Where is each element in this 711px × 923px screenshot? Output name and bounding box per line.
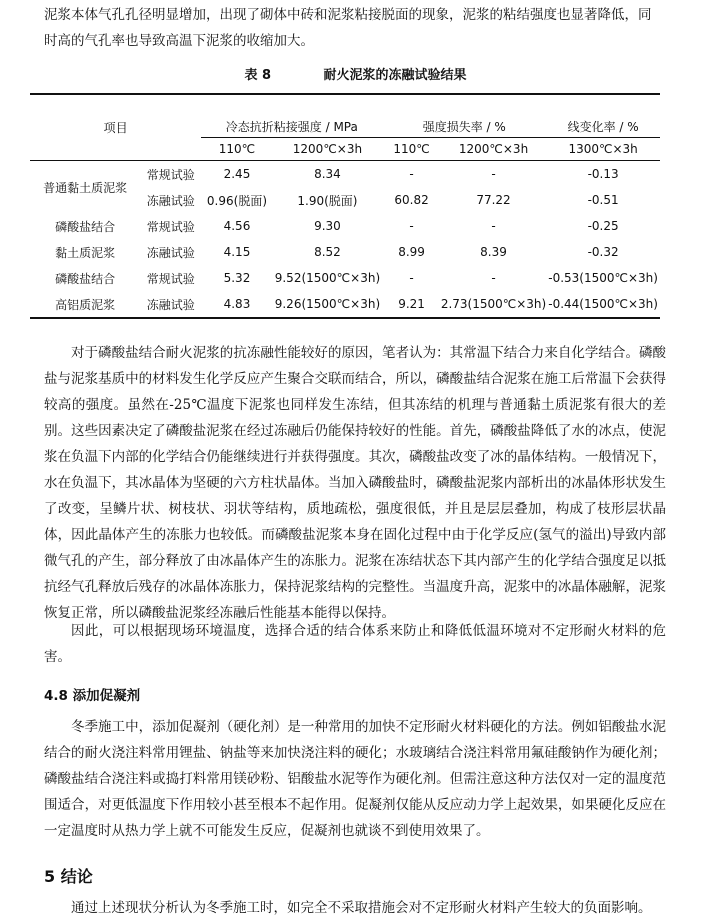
subheader-110-loss: 110℃ (393, 142, 430, 156)
body-paragraph: 对于磷酸盐结合耐火泥浆的抗冻融性能较好的原因，笔者认为：其常温下结合力来自化学结合。磷酸盐与泥浆基质中的材料发生化学反应产生聚合交联而结合，所以，磷酸盐结合泥浆在施工后常温下会获得较高的强度。虽然在-25℃温度下泥浆也同样发生冻结，但其冻结的机理与普通黏土质泥浆有很大的差别。这些因素决定了磷酸盐泥浆在经过冻融后仍能保持较好的性能。首先，磷酸盐降低了水的冰点，使泥浆在负温下内部的化学结合仍能继续进行并获得强度。其次，磷酸盐改变了冰的晶体结构。一般情况下，水在负温下，其冰晶体为坚硬的六方柱状晶体。当加入磷酸盐时，磷酸盐泥浆内部析出的冰晶体形状发生了改变，呈鳞片状、树枝状、羽状等结构，质地疏松，强度很低，并且是层层叠加，构成了枝形层状晶体，因此晶体产生的冻胀力也较低。而磷酸盐泥浆本身在固化过程中由于化学反应(氢气的溢出)导致内部微气孔的产生，部分释放了由冰晶体产生的冻胀力。泥浆在冻结状态下其内部产生的化学结合强度足以抵抗经气孔释放后残存的冰晶体冻胀力，保持泥浆结构的完整性。当温度升高，泥浆中的冰晶体融解，泥浆恢复正常，所以磷酸盐泥浆经冻融后性能基本能得以保持。 (44, 345, 666, 621)
material-cell: 磷酸盐结合 (55, 271, 116, 286)
subheader-1200-loss: 1200℃×3h (458, 142, 529, 156)
value-cell: - (491, 219, 496, 233)
material-cell: 黏土质泥浆 (55, 245, 116, 260)
value-cell: 4.83 (223, 297, 251, 311)
test-cell: 常规试验 (146, 219, 195, 234)
value-cell: 5.32 (223, 271, 251, 285)
table-title: 耐火泥浆的冻融试验结果 (323, 68, 467, 83)
value-cell: - (409, 219, 414, 233)
body-paragraph: 冬季施工中，添加促凝剂（硬化剂）是一种常用的加快不定形耐火材料硬化的方法。例如铝酸盐水泥结合的耐火浇注料常用锂盐、钠盐等来加快浇注料的硬化；水玻璃结合浇注料常用氟硅酸钠作为硬化剂；磷酸盐结合浇注料或捣打料常用镁砂粉、铝酸盐水泥等作为硬化剂。但需注意这种方法仅对一定的温度范围适合，对更低温度下作用较小甚至根本不起作用。促凝剂仅能从反应动力学上起效果，如果硬化反应在一定温度时从热力学上就不可能发生反应，促凝剂也就谈不到使用效果了。 (44, 719, 666, 839)
test-cell: 冻融试验 (146, 297, 195, 312)
value-cell: 8.99 (398, 245, 425, 259)
value-cell: - (409, 271, 414, 285)
value-cell: 60.82 (394, 193, 429, 207)
table-caption (0, 64, 711, 83)
value-cell: 4.15 (223, 245, 251, 259)
value-cell: 1.90(脱面) (297, 193, 358, 208)
header-strength: 冷态抗折粘接强度 / MPa (201, 94, 382, 138)
subheader-1200-strength: 1200℃×3h (292, 142, 363, 156)
test-cell: 常规试验 (146, 271, 195, 286)
value-cell: 9.26(1500℃×3h) (274, 297, 381, 311)
header-linear: 线变化率 / % (546, 94, 660, 138)
value-cell: 2.73(1500℃×3h) (440, 297, 547, 311)
value-cell: 8.39 (480, 245, 507, 259)
table-row (30, 291, 660, 318)
value-cell: -0.25 (587, 219, 619, 233)
subheader-1300-linear: 1300℃×3h (568, 142, 638, 156)
test-cell: 常规试验 (146, 167, 195, 182)
material-cell: 磷酸盐结合 (55, 219, 116, 234)
value-cell: 4.56 (223, 219, 251, 233)
value-cell: - (491, 271, 496, 285)
value-cell: -0.44(1500℃×3h) (548, 297, 658, 311)
body-paragraph: 因此，可以根据现场环境温度，选择合适的结合体系来防止和降低低温环境对不定形耐火材料的危害。 (44, 623, 666, 665)
table-row (30, 239, 660, 265)
value-cell: -0.13 (587, 167, 619, 181)
body-paragraph: 通过上述现状分析认为冬季施工时，如完全不采取措施会对不定形耐火材料产生较大的负面影响。 (71, 900, 652, 916)
value-cell: -0.51 (587, 193, 619, 207)
intro-paragraph (44, 2, 666, 54)
material-cell: 普通黏土质泥浆 (43, 180, 128, 195)
value-cell: 9.21 (398, 297, 425, 311)
value-cell: 8.34 (314, 167, 341, 181)
header-item: 项目 (30, 94, 201, 161)
table-row (30, 213, 660, 239)
section-heading: 4.8 添加促凝剂 (44, 688, 141, 704)
value-cell: 77.22 (476, 193, 511, 207)
value-cell: 2.45 (223, 167, 251, 181)
value-cell: -0.53(1500℃×3h) (548, 271, 658, 285)
subheader-110-strength: 110℃ (218, 142, 256, 156)
table-row (30, 161, 660, 188)
table-row (30, 265, 660, 291)
value-cell: -0.32 (587, 245, 619, 259)
test-cell: 冻融试验 (146, 193, 195, 208)
value-cell: 8.52 (314, 245, 341, 259)
freeze-thaw-table (30, 93, 660, 319)
value-cell: 9.30 (314, 219, 341, 233)
value-cell: - (409, 167, 414, 181)
value-cell: 0.96(脱面) (206, 193, 268, 208)
table-number: 表 8 (244, 68, 272, 83)
value-cell: 9.52(1500℃×3h) (274, 271, 381, 285)
value-cell: - (491, 167, 496, 181)
intro-line: 时高的气孔率也导致高温下泥浆的收缩加大。 (44, 33, 314, 49)
header-loss: 强度损失率 / % (382, 94, 546, 138)
test-cell: 冻融试验 (146, 245, 195, 260)
intro-line: 泥浆本体气孔孔径明显增加，出现了砌体中砖和泥浆粘接脱面的现象，泥浆的粘结强度也显著降低，同 (44, 7, 652, 23)
chapter-heading: 5 结论 (44, 867, 93, 886)
material-cell: 高铝质泥浆 (55, 297, 116, 312)
